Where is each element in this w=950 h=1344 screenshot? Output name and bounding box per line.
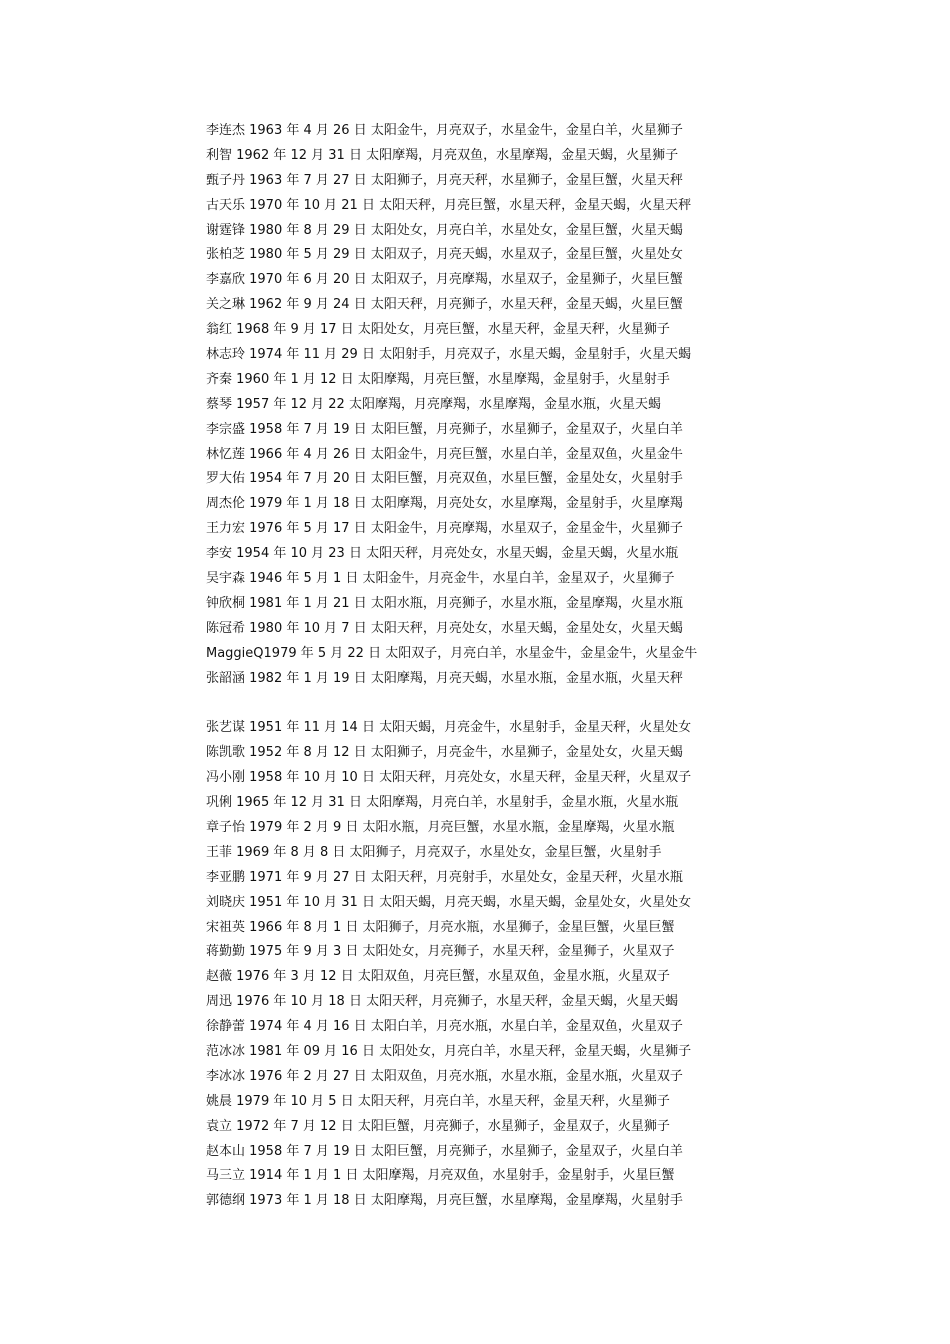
birth-chart-line: 吴宇森 1946 年 5 月 1 日 太阳金牛，月亮金牛，水星白羊，金星双子，火星狮子 xyxy=(206,571,675,587)
birth-chart-line: 巩俐 1965 年 12 月 31 日 太阳摩羯，月亮白羊，水星射手，金星水瓶，火星水瓶 xyxy=(206,795,679,811)
birth-chart-line: 罗大佑 1954 年 7 月 20 日 太阳巨蟹，月亮双鱼，水星巨蟹，金星处女，火星射手 xyxy=(206,471,683,487)
birth-chart-line: 章子怡 1979 年 2 月 9 日 太阳水瓶，月亮巨蟹，水星水瓶，金星摩羯，火星水瓶 xyxy=(206,819,675,835)
birth-chart-line: 蔡琴 1957 年 12 月 22 太阳摩羯，月亮摩羯，水星摩羯，金星水瓶，火星天蝎 xyxy=(206,396,661,412)
birth-chart-line: 马三立 1914 年 1 月 1 日 太阳摩羯，月亮双鱼，水星射手，金星射手，火星巨蟹 xyxy=(206,1168,675,1184)
birth-chart-line: 张韶涵 1982 年 1 月 19 日 太阳摩羯，月亮天蝎，水星水瓶，金星水瓶，火星天秤 xyxy=(206,670,683,686)
birth-chart-line: 赵薇 1976 年 3 月 12 日 太阳双鱼，月亮巨蟹，水星双鱼，金星水瓶，火星双子 xyxy=(206,969,670,985)
birth-chart-line: 齐秦 1960 年 1 月 12 日 太阳摩羯，月亮巨蟹，水星摩羯，金星射手，火星射手 xyxy=(206,371,670,387)
birth-chart-line: 陈冠希 1980 年 10 月 7 日 太阳天秤，月亮处女，水星天蝎，金星处女，火星天蝎 xyxy=(206,620,683,636)
birth-chart-line: 李宗盛 1958 年 7 月 19 日 太阳巨蟹，月亮狮子，水星狮子，金星双子，火星白羊 xyxy=(206,421,683,437)
birth-chart-line: 周杰伦 1979 年 1 月 18 日 太阳摩羯，月亮处女，水星摩羯，金星射手，火星摩羯 xyxy=(206,496,683,512)
birth-chart-line: 古天乐 1970 年 10 月 21 日 太阳天秤，月亮巨蟹，水星天秤，金星天蝎，火星天秤 xyxy=(206,197,692,213)
birth-chart-line: 陈凯歌 1952 年 8 月 12 日 太阳狮子，月亮金牛，水星狮子，金星处女，火星天蝎 xyxy=(206,745,683,761)
birth-chart-line: 王力宏 1976 年 5 月 17 日 太阳金牛，月亮摩羯，水星双子，金星金牛，火星狮子 xyxy=(206,521,683,537)
birth-chart-line: 张柏芝 1980 年 5 月 29 日 太阳双子，月亮天蝎，水星双子，金星巨蟹，火星处女 xyxy=(206,247,683,263)
birth-chart-line: 李安 1954 年 10 月 23 日 太阳天秤，月亮处女，水星天蝎，金星天蝎，火星水瓶 xyxy=(206,546,679,562)
birth-chart-line: 林志玲 1974 年 11 月 29 日 太阳射手，月亮双子，水星天蝎，金星射手，火星天蝎 xyxy=(206,347,692,363)
document-page xyxy=(206,119,746,1214)
birth-chart-line: 宋祖英 1966 年 8 月 1 日 太阳狮子，月亮水瓶，水星狮子，金星巨蟹，火星巨蟹 xyxy=(206,919,675,935)
birth-chart-line: 李冰冰 1976 年 2 月 27 日 太阳双鱼，月亮水瓶，水星水瓶，金星水瓶，火星双子 xyxy=(206,1068,683,1084)
birth-chart-line: 关之琳 1962 年 9 月 24 日 太阳天秤，月亮狮子，水星天秤，金星天蝎，火星巨蟹 xyxy=(206,297,683,313)
birth-chart-line: 冯小刚 1958 年 10 月 10 日 太阳天秤，月亮处女，水星天秤，金星天秤，火星双子 xyxy=(206,770,692,786)
birth-chart-line: 张艺谋 1951 年 11 月 14 日 太阳天蝎，月亮金牛，水星射手，金星天秤，火星处女 xyxy=(206,720,692,736)
birth-chart-line: 甄子丹 1963 年 7 月 27 日 太阳狮子，月亮天秤，水星狮子，金星巨蟹，火星天秤 xyxy=(206,172,683,188)
birth-chart-line: 姚晨 1979 年 10 月 5 日 太阳天秤，月亮白羊，水星天秤，金星天秤，火星狮子 xyxy=(206,1093,670,1109)
birth-chart-line: 徐静蕾 1974 年 4 月 16 日 太阳白羊，月亮水瓶，水星白羊，金星双鱼，火星双子 xyxy=(206,1019,683,1035)
birth-chart-line: 袁立 1972 年 7 月 12 日 太阳巨蟹，月亮狮子，水星狮子，金星双子，火星狮子 xyxy=(206,1118,670,1134)
birth-chart-list-group-1 xyxy=(206,119,746,691)
birth-chart-line: 赵本山 1958 年 7 月 19 日 太阳巨蟹，月亮狮子，水星狮子，金星双子，火星白羊 xyxy=(206,1143,683,1159)
birth-chart-line: 王菲 1969 年 8 月 8 日 太阳狮子，月亮双子，水星处女，金星巨蟹，火星射手 xyxy=(206,844,662,860)
birth-chart-line: 利智 1962 年 12 月 31 日 太阳摩羯，月亮双鱼，水星摩羯，金星天蝎，火星狮子 xyxy=(206,147,679,163)
birth-chart-line: 范冰冰 1981 年 09 月 16 日 太阳处女，月亮白羊，水星天秤，金星天蝎，火星狮子 xyxy=(206,1043,692,1059)
birth-chart-list-group-2 xyxy=(206,716,746,1214)
birth-chart-line: 林忆莲 1966 年 4 月 26 日 太阳金牛，月亮巨蟹，水星白羊，金星双鱼，火星金牛 xyxy=(206,446,683,462)
birth-chart-line: 郭德纲 1973 年 1 月 18 日 太阳摩羯，月亮巨蟹，水星摩羯，金星摩羯，火星射手 xyxy=(206,1193,683,1209)
paragraph-gap xyxy=(206,691,746,716)
birth-chart-line: 李连杰 1963 年 4 月 26 日 太阳金牛，月亮双子，水星金牛，金星白羊，火星狮子 xyxy=(206,123,683,138)
birth-chart-line: 周迅 1976 年 10 月 18 日 太阳天秤，月亮狮子，水星天秤，金星天蝎，火星天蝎 xyxy=(206,994,679,1010)
birth-chart-line: MaggieQ1979 年 5 月 22 日 太阳双子，月亮白羊，水星金牛，金星金牛，火星金牛 xyxy=(206,645,698,661)
birth-chart-line: 蒋勤勤 1975 年 9 月 3 日 太阳处女，月亮狮子，水星天秤，金星狮子，火星双子 xyxy=(206,944,675,960)
birth-chart-line: 李嘉欣 1970 年 6 月 20 日 太阳双子，月亮摩羯，水星双子，金星狮子，火星巨蟹 xyxy=(206,272,683,288)
birth-chart-line: 谢霆锋 1980 年 8 月 29 日 太阳处女，月亮白羊，水星处女，金星巨蟹，火星天蝎 xyxy=(206,222,683,238)
birth-chart-line: 刘晓庆 1951 年 10 月 31 日 太阳天蝎，月亮天蝎，水星天蝎，金星处女，火星处女 xyxy=(206,894,692,910)
birth-chart-line: 钟欣桐 1981 年 1 月 21 日 太阳水瓶，月亮狮子，水星水瓶，金星摩羯，火星水瓶 xyxy=(206,595,683,611)
birth-chart-line: 翁红 1968 年 9 月 17 日 太阳处女，月亮巨蟹，水星天秤，金星天秤，火星狮子 xyxy=(206,322,670,338)
birth-chart-line: 李亚鹏 1971 年 9 月 27 日 太阳天秤，月亮射手，水星处女，金星天秤，火星水瓶 xyxy=(206,869,683,885)
